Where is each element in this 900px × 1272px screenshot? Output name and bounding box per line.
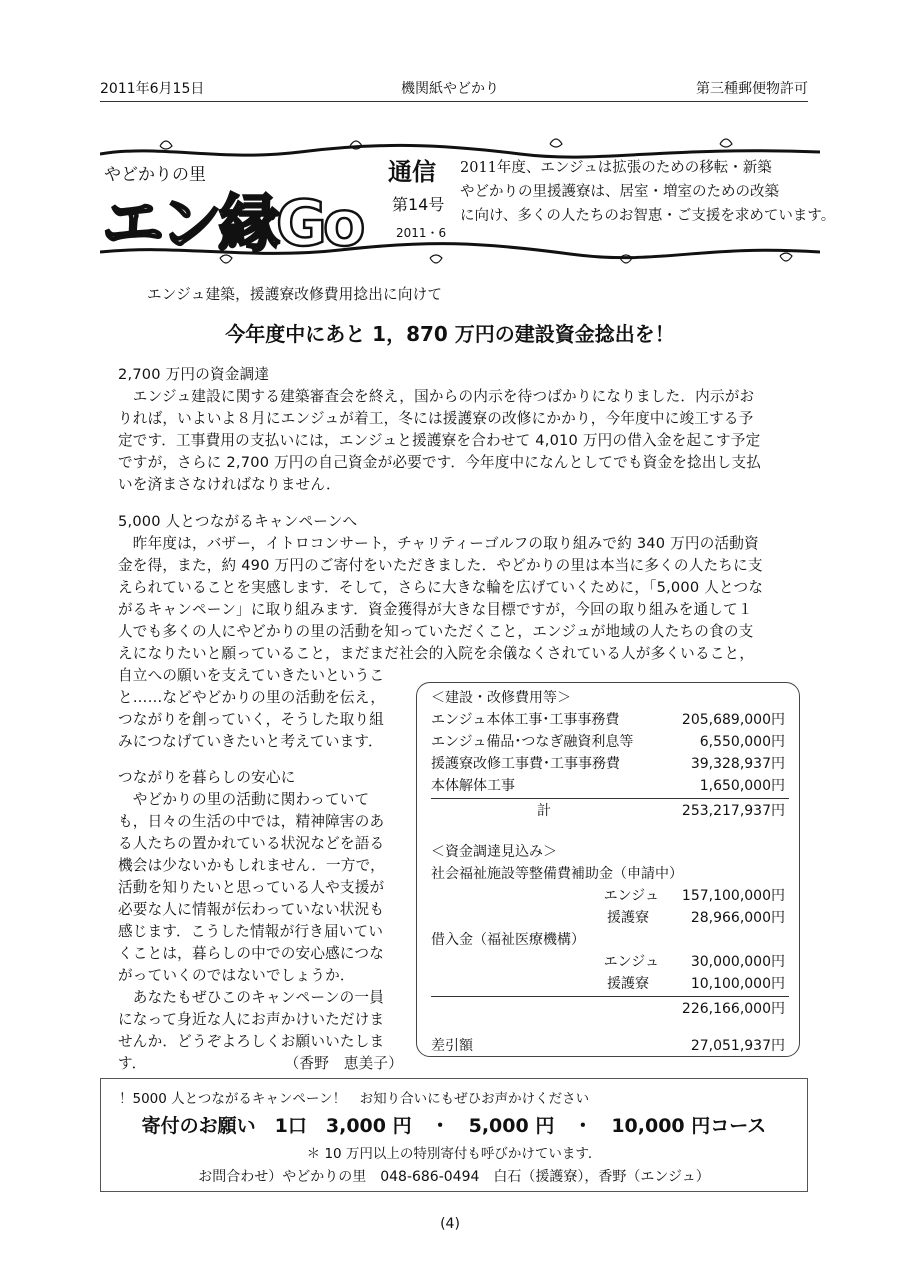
text-line: ですが，さらに 2,700 万円の自己資金が必要です．今年度中になんとしてでも資金を捻出し支払 (118, 454, 762, 471)
section-body (118, 533, 808, 687)
section-body (118, 386, 808, 496)
text-line: す． (118, 1055, 147, 1072)
appeal-note: ＊ 10 万円以上の特別寄付も呼びかけています． (306, 1146, 602, 1162)
section-body-continued (118, 687, 403, 753)
budget-table (416, 682, 800, 1057)
postal-permit: 第三種郵便物許可 (696, 81, 808, 97)
appeal-line: ！5000 人とつながるキャンペーン！ お知り合いにもぜひお声かけください (119, 1091, 590, 1107)
page-number: (4) (440, 1216, 460, 1232)
text-line: 昨年度は，バザー，イトロコンサート，チャリティーゴルフの取り組みで約 340 万円の活動資 (118, 535, 759, 552)
subsidy-row: エンジュ 157,100,000円 (603, 888, 785, 904)
text-line: 必要な人に情報が伝わっていない状況も (118, 901, 385, 918)
banner-org: やどかりの里 (104, 165, 206, 185)
cost-row: エンジュ本体工事･工事事務費 205,689,000円 (431, 712, 785, 728)
text-line: みにつなげていきたいと考えています． (118, 733, 383, 750)
section-body (118, 789, 403, 1075)
cost-heading: ＜建設・改修費用等＞ (431, 690, 571, 706)
appeal-donation: 寄付のお願い 1口 3,000 円 ・ 5,000 円 ・ 10,000 円コース (141, 1115, 767, 1137)
banner-line: やどかりの里援護寮は、居室・増室のための改築 (460, 184, 779, 200)
banner-line: 2011年度、エンジュは拡張のための移転・新築 (460, 160, 772, 176)
banner-logo: エン縁Go (102, 187, 362, 260)
text-line: エンジュ建設に関する建築審査会を終え，国からの内示を待つばかりになりました．内示がお (118, 388, 755, 405)
text-line: いを済まさなければなりません． (118, 476, 341, 493)
text-line: 人でも多くの人にやどかりの里の活動を知っていただくこと，エンジュが地域の人たちの食の支 (118, 623, 754, 640)
text-line: つながりを創っていく，そうした取り組 (118, 711, 384, 728)
diff-amount: 27,051,937円 (690, 1038, 785, 1054)
divider (431, 996, 789, 997)
divider (431, 798, 789, 799)
loan-row: エンジュ 30,000,000円 (603, 954, 785, 970)
text-line: がっていくのではないでしょうか． (118, 967, 355, 984)
article-headline: 今年度中にあと 1，870 万円の建設資金捻出を！ (225, 322, 675, 346)
text-line: がるキャンペーン」に取り組みます．資金獲得が大きな目標ですが，今回の取り組みを通して１ (118, 601, 753, 618)
text-line: 定です．工事費用の支払いには，エンジュと援護寮を合わせて 4,010 万円の借入金を起こす予定 (118, 432, 761, 449)
text-line: になって身近な人にお声かけいただけま (118, 1011, 385, 1028)
section-heading: 5,000 人とつながるキャンペーンへ (118, 513, 358, 530)
text-line: と……などやどかりの里の活動を伝え， (118, 689, 386, 706)
text-line: 活動を知りたいと思っている人や支援が (118, 879, 385, 896)
text-line: 自立への願いを支えていきたいというこ (118, 667, 385, 684)
text-line: 金を得，また，約 490 万円のご寄付をいただきました．やどかりの里は本当に多くの人たちに支 (118, 557, 763, 574)
text-line: やどかりの里の活動に関わっていて (118, 791, 370, 808)
text-line: せんか．どうぞよろしくお願いいたしま (118, 1033, 385, 1050)
loan-label: 借入金（福祉医療機構） (431, 932, 585, 948)
subsidy-label: 社会福祉施設等整備費補助金（申請中） (431, 866, 683, 882)
text-line: えられていることを実感します．そして，さらに大きな輪を広げていくために，「5,000 人とつな (118, 579, 764, 596)
text-line: る人たちの置かれている状況などを語る (118, 835, 385, 852)
banner-line: に向け、多くの人たちのお智恵・ご支援を求めています。 (460, 208, 836, 224)
donation-appeal-box (100, 1078, 808, 1192)
section-heading: 2,700 万円の資金調達 (118, 366, 270, 383)
text-line: も，日々の生活の中では，精神障害のあ (118, 813, 385, 830)
appeal-contact: お問合わせ）やどかりの里 048-686-0494 白石（援護寮），香野（エンジュ） (198, 1169, 710, 1185)
loan-row: 援護寮 10,100,000円 (607, 976, 785, 992)
header-rule (100, 101, 808, 102)
cost-row: エンジュ備品･つなぎ融資利息等 6,550,000円 (431, 734, 785, 750)
text-line: 感じます．こうした情報が行き届いてい (118, 923, 384, 940)
text-line: 機会は少ないかもしれません．一方で， (118, 857, 385, 874)
text-line: りれば，いよいよ８月にエンジュが着工，冬には援護寮の改修にかかり，今年度中に竣工する予 (118, 410, 754, 427)
funding-total: 226,166,000円 (681, 1001, 785, 1017)
issue-date: 2011年6月15日 (100, 81, 205, 97)
cost-total: 253,217,937円 (681, 803, 785, 819)
newsletter-banner (100, 132, 836, 272)
cost-total-label: 計 (537, 803, 551, 819)
subsidy-row: 援護寮 28,966,000円 (607, 910, 785, 926)
banner-issue: 第14号 (392, 195, 445, 214)
diff-label: 差引額 (431, 1038, 473, 1054)
text-line: えになりたいと願っていること，まだまだ社会的入院を余儀なくされている人が多くいること， (118, 645, 755, 662)
author: （香野 恵美子） (284, 1055, 403, 1072)
text-line: あなたもぜひこのキャンペーンの一員 (118, 989, 384, 1006)
section-heading: つながりを暮らしの安心に (118, 769, 296, 786)
cost-row: 援護寮改修工事費･工事事務費 39,328,937円 (431, 756, 785, 772)
funding-heading: ＜資金調達見込み＞ (431, 844, 557, 860)
banner-tsushin: 通信 (388, 158, 436, 186)
banner-issue-date: 2011・6 (396, 226, 447, 240)
article-subtitle: エンジュ建築，援護寮改修費用捻出に向けて (147, 286, 443, 303)
cost-row: 本体解体工事 1,650,000円 (431, 778, 785, 794)
publication-name: 機関紙やどかり (401, 81, 499, 97)
text-line: くことは，暮らしの中での安心感につな (118, 945, 384, 962)
